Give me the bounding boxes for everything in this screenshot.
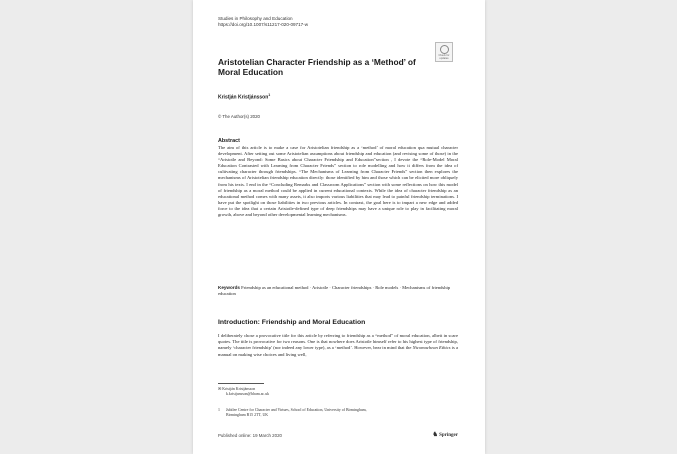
author-line xyxy=(218,93,270,101)
intro-text-italic: Nicomachean Ethics xyxy=(412,345,451,351)
footnote-rule xyxy=(218,383,264,384)
intro-text-after: is a manual on making wise choices and living well, xyxy=(218,345,458,357)
envelope-icon: ✉ xyxy=(218,387,222,391)
contact-name: Kristján Kristjánsson xyxy=(222,387,256,391)
journal-name: Studies in Philosophy and Education xyxy=(218,16,293,21)
author-affil-mark: 1 xyxy=(268,93,271,97)
intro-text-before: I deliberately chose a provocative title for this article by referring to friendship as a “method” of moral education, albeit in scare quotes. The title is provocative for two reasons. One is that nowhere does Aristotle himself refer to his highest type of friendship, namely ‘character friendship’ (nor indeed any lower type), as a ‘method’. However, bear in mind that the xyxy=(218,333,458,351)
springer-horse-icon: ♞ xyxy=(432,432,438,438)
copyright-notice: © The Author(s) 2020 xyxy=(218,114,260,119)
crossmark-icon xyxy=(440,45,449,54)
journal-header xyxy=(218,16,308,27)
paper-page xyxy=(193,0,485,454)
intro-heading: Introduction: Friendship and Moral Education xyxy=(218,319,366,326)
crossmark-badge[interactable] xyxy=(435,42,453,62)
publisher-logo[interactable] xyxy=(432,431,458,438)
published-date: Published online: 19 March 2020 xyxy=(218,433,282,438)
publisher-name: Springer xyxy=(439,433,458,438)
affil-line-1: Jubilee Centre for Character and Virtues, School of Education, University of Birmingham, xyxy=(226,408,367,412)
journal-doi[interactable]: https://doi.org/10.1007/s11217-020-09717-w xyxy=(218,21,309,27)
abstract-text: The aim of this article is to make a case for Aristotelian friendship as a ‘method’ of moral education qua mutual character development. After setting out some Aristotelian assumptions about friendship and education (and revising some of those) in the “Aristotle and Beyond: Some Basics about Character Friendship and Education”section , I devote the “Role-Model Moral Education Contrasted with Learning from Character Friends” section to role modelling and how it differs from the idea of cultivating character through friendships. “The Mechanisms of Learning from Character Friends” section then explores the mechanisms of Aristotelian friendship education directly: those identified by him and those which can be elicited more obliquely from his texts. I end in the “Concluding Remarks and Classroom Applications” section with some reflections on how this model of friendship as a moral method could be applied in current educational contexts. While the idea of character friendship as an educational method comes with many assets, it also imports various liabilities that may lead to painful friendship terminations. I have put the spotlight on those liabilities in two previous articles. In contrast, the goal here is to impart a new edge and added force to the idea that a certain Aristotle-defined type of deep friendships may have a unique role to play in facilitating moral growth, above and beyond other developmental learning mechanisms. xyxy=(218,145,458,218)
author-name: Kristján Kristjánsson xyxy=(218,94,269,101)
keywords-line xyxy=(218,285,458,297)
crossmark-label: Check for updates xyxy=(438,54,450,60)
keywords-label: Keywords xyxy=(218,285,240,290)
keywords-text: Friendship as an educational method · Aristotle · Character friendships · Role models · Mechanisms of friendship education xyxy=(218,285,451,297)
affil-line-2: Birmingham B15 2TT, UK xyxy=(226,413,269,417)
contact-footnote xyxy=(218,387,269,397)
intro-text xyxy=(218,333,458,358)
affiliation-footnote xyxy=(218,408,458,418)
affil-number: 1 xyxy=(218,408,220,412)
paper-title: Aristotelian Character Friendship as a ‘Method’ of Moral Education xyxy=(218,57,416,77)
abstract-heading: Abstract xyxy=(218,138,240,144)
contact-email[interactable]: k.kristjansson@bham.ac.uk xyxy=(226,392,270,396)
